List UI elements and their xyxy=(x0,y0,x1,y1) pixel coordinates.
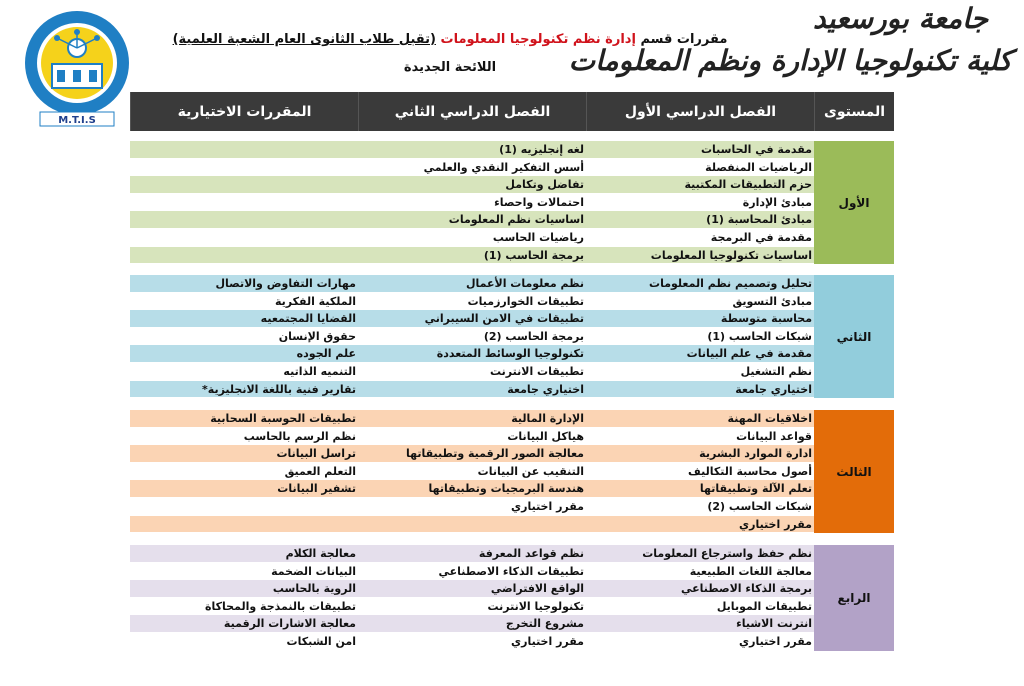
semester-2-cell: تطبيقات الخوارزميات xyxy=(467,294,584,308)
elective-cell: تشفير البيانات xyxy=(277,482,356,496)
table-row xyxy=(130,229,814,247)
semester-1-cell: برمجة الذكاء الاصطناعي xyxy=(680,582,812,596)
elective-cell: التعلم العميق xyxy=(284,464,356,478)
elective-cell xyxy=(130,176,358,193)
semester-2-cell: تطبيقات الذكاء الاصطناعي xyxy=(438,564,584,578)
semester-1-cell: تطبيقات الموبايل xyxy=(716,599,812,613)
semester-2-cell: اختياري جامعة xyxy=(507,382,584,396)
semester-1-cell: اساسيات تكنولوجيا المعلومات xyxy=(650,248,812,262)
semester-2-cell: معالجة الصور الرقمية وتطبيقاتها xyxy=(405,447,584,461)
level-2-section xyxy=(130,275,894,398)
elective-cell: معالجة الكلام xyxy=(285,547,356,560)
table-row xyxy=(130,310,814,328)
semester-2-cell: احتمالات واحصاء xyxy=(494,195,584,209)
elective-cell xyxy=(130,229,358,246)
semester-1-cell: مقدمة في البرمجة xyxy=(710,230,812,244)
elective-cell: معالجة الاشارات الرقمية xyxy=(223,617,356,631)
table-row xyxy=(130,615,814,633)
level-3-section xyxy=(130,410,894,533)
table-row xyxy=(130,428,814,446)
elective-cell: امن الشبكات xyxy=(286,634,356,648)
semester-1-cell: ادارة الموارد البشرية xyxy=(699,447,812,461)
table-row xyxy=(130,516,814,534)
header-level: المستوى xyxy=(814,92,894,131)
elective-cell xyxy=(130,498,358,515)
semester-1-cell: مقرر اختياري xyxy=(739,517,812,531)
elective-cell xyxy=(130,159,358,176)
semester-2-cell: مقرر اختياري xyxy=(511,634,584,648)
semester-1-cell: مقدمة في علم البيانات xyxy=(686,347,812,361)
semester-1-cell: تعلم الآلة وتطبيقاتها xyxy=(699,482,812,496)
semester-1-cell: الرياضيات المنفصلة xyxy=(705,160,812,174)
table-row xyxy=(130,445,814,463)
department-heading xyxy=(150,32,750,47)
elective-cell: تقارير فنية باللغة الانجليزية* xyxy=(202,382,356,396)
elective-cell: علم الجوده xyxy=(296,347,356,361)
elective-cell: التنميه الذاتيه xyxy=(283,364,356,378)
table-header xyxy=(130,92,894,131)
table-row xyxy=(130,211,814,229)
table-row xyxy=(130,463,814,481)
regulation-subtitle: اللائحة الجديدة xyxy=(403,60,497,75)
table-row xyxy=(130,141,814,159)
level-label: الثالث xyxy=(814,410,894,533)
elective-cell xyxy=(130,516,358,533)
semester-2-cell: أسس التفكير النقدي والعلمي xyxy=(423,160,584,174)
table-row xyxy=(130,498,814,516)
semester-1-cell: محاسبة متوسطة xyxy=(720,312,812,326)
svg-text:M.T.I.S: M.T.I.S xyxy=(58,115,96,126)
elective-cell xyxy=(130,211,358,228)
header-elective: المقررات الاختيارية xyxy=(130,92,358,131)
college-logo xyxy=(22,8,132,128)
semester-1-cell: انترنت الاشياء xyxy=(736,617,812,631)
semester-2-cell: التنقيب عن البيانات xyxy=(477,464,584,478)
university-name: جامعة بورسعيد xyxy=(813,2,988,35)
table-row xyxy=(130,345,814,363)
semester-1-cell: مبادئ المحاسبة (1) xyxy=(706,213,812,227)
semester-2-cell: هندسة البرمجيات وتطبيقاتها xyxy=(428,482,584,496)
elective-cell xyxy=(130,141,358,158)
table-row xyxy=(130,176,814,194)
table-row xyxy=(130,275,814,293)
semester-2-cell: اساسيات نظم المعلومات xyxy=(448,213,584,227)
semester-1-cell: نظم حفظ واسترجاع المعلومات xyxy=(642,547,812,560)
semester-2-cell: تكنولوجيا الوسائط المتعددة xyxy=(436,347,584,361)
elective-cell: الروية بالحاسب xyxy=(272,582,356,596)
semester-1-cell: شبكات الحاسب (2) xyxy=(707,499,812,513)
level-label: الرابع xyxy=(814,545,894,651)
level-4-section xyxy=(130,545,894,651)
elective-cell: نظم الرسم بالحاسب xyxy=(243,429,356,443)
table-row xyxy=(130,194,814,212)
heading-prefix: مقررات قسم xyxy=(640,32,728,47)
level-label: الثاني xyxy=(814,275,894,398)
semester-2-cell: تطبيقات في الامن السيبراني xyxy=(424,312,584,326)
college-name: كلية تكنولوجيا الإدارة ونظم المعلومات xyxy=(568,44,1012,77)
semester-1-cell: مبادئ التسويق xyxy=(732,294,812,308)
semester-1-cell: اخلاقيات المهنة xyxy=(727,412,812,425)
table-row xyxy=(130,480,814,498)
semester-1-cell: شبكات الحاسب (1) xyxy=(707,329,812,343)
table-row xyxy=(130,410,814,428)
table-row xyxy=(130,598,814,616)
header-semester-2: الفصل الدراسي الثاني xyxy=(358,92,586,131)
semester-2-cell xyxy=(358,516,586,533)
semester-2-cell: تطبيقات الانترنت xyxy=(490,364,584,378)
table-row xyxy=(130,545,814,563)
semester-2-cell: تفاضل وتكامل xyxy=(505,178,584,192)
semester-2-cell: هياكل البيانات xyxy=(507,429,584,443)
elective-cell xyxy=(130,194,358,211)
heading-department: إدارة نظم تكنولوجيا المعلومات xyxy=(440,32,636,47)
semester-2-cell: لغه إنجليزيه (1) xyxy=(499,143,584,156)
table-row xyxy=(130,328,814,346)
courses-table xyxy=(130,92,894,648)
semester-2-cell: نظم قواعد المعرفة xyxy=(478,547,584,560)
semester-1-cell: تحليل وتصميم نظم المعلومات xyxy=(649,277,812,290)
elective-cell: البيانات الضخمة xyxy=(271,564,356,578)
semester-1-cell: حزم التطبيقات المكتبية xyxy=(684,178,812,192)
table-row xyxy=(130,381,814,399)
semester-1-cell: قواعد البيانات xyxy=(736,429,812,443)
table-row xyxy=(130,363,814,381)
college-seal-icon xyxy=(22,8,132,128)
table-row xyxy=(130,580,814,598)
semester-2-cell: الإدارة المالية xyxy=(511,412,584,425)
semester-1-cell: نظم التشغيل xyxy=(740,364,812,378)
semester-1-cell: مبادئ الإدارة xyxy=(742,195,812,209)
elective-cell xyxy=(130,247,358,264)
semester-2-cell: الواقع الافتراضي xyxy=(490,582,584,596)
elective-cell: تطبيقات الحوسبة السحابية xyxy=(210,412,356,425)
elective-cell: القضايا المجتمعيه xyxy=(260,312,356,326)
semester-2-cell: مقرر اختياري xyxy=(511,499,584,513)
semester-2-cell: برمجة الحاسب (2) xyxy=(483,329,584,343)
level-1-section xyxy=(130,141,894,264)
semester-1-cell: معالجة اللغات الطبيعية xyxy=(689,564,812,578)
elective-cell: تطبيقات بالنمذجة والمحاكاة xyxy=(205,599,356,613)
semester-2-cell: مشروع التخرج xyxy=(505,617,584,631)
semester-2-cell: رياضيات الحاسب xyxy=(492,230,584,244)
table-row xyxy=(130,159,814,177)
semester-1-cell: مقرر اختياري xyxy=(739,634,812,648)
semester-1-cell: اختياري جامعة xyxy=(735,382,812,396)
elective-cell: الملكية الفكرية xyxy=(274,294,356,308)
semester-2-cell: تكنولوجيا الانترنت xyxy=(487,599,584,613)
elective-cell: حقوق الإنسان xyxy=(278,329,356,343)
elective-cell: مهارات التفاوض والاتصال xyxy=(215,277,356,290)
table-row xyxy=(130,293,814,311)
table-row xyxy=(130,247,814,265)
heading-note: (تقبل طلاب الثانوى العام الشعبة العلمية) xyxy=(172,32,436,47)
table-row xyxy=(130,563,814,581)
elective-cell: تراسل البيانات xyxy=(276,447,356,461)
level-label: الأول xyxy=(814,141,894,264)
table-row xyxy=(130,633,814,651)
semester-2-cell: نظم معلومات الأعمال xyxy=(465,277,584,290)
semester-2-cell: برمجة الحاسب (1) xyxy=(483,248,584,262)
semester-1-cell: أصول محاسبة التكاليف xyxy=(688,464,812,478)
semester-1-cell: مقدمة في الحاسبات xyxy=(700,143,812,156)
header-semester-1: الفصل الدراسي الأول xyxy=(586,92,814,131)
